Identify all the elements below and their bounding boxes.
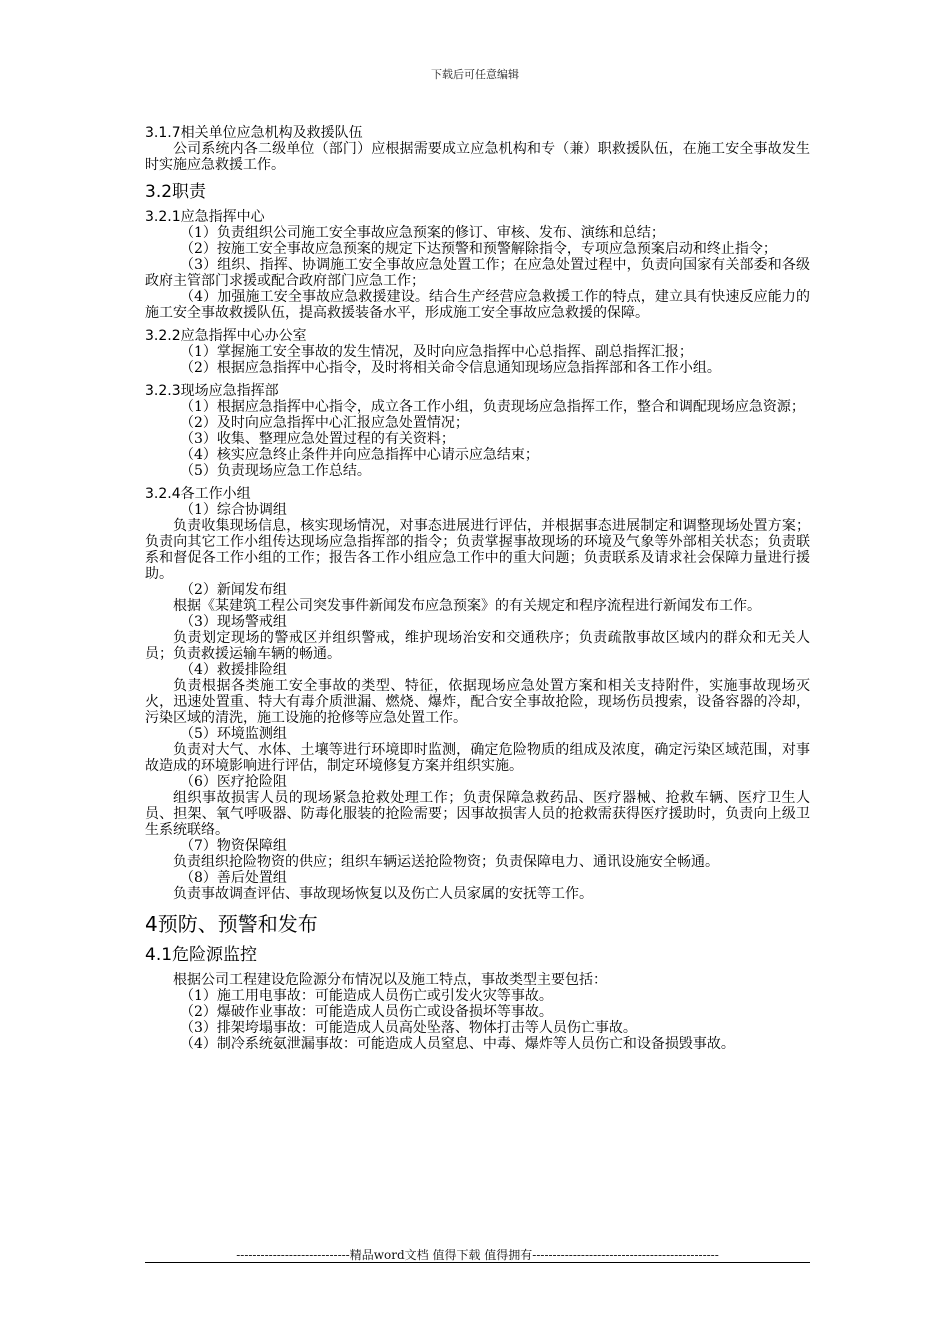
list-item: （4）救援排险组 xyxy=(180,662,287,678)
page-footer: ----------------------------精品word文档 值得下载 值得拥有---------------------------------------------- xyxy=(236,1248,719,1262)
list-item: （8）善后处置组 xyxy=(180,870,287,886)
subsubsection-heading: 3.2.4各工作小组 xyxy=(145,486,251,502)
list-item: （3）排架垮塌事故：可能造成人员高处坠落、物体打击等人员伤亡事故。 xyxy=(180,1020,637,1036)
paragraph: 根据《某建筑工程公司突发事件新闻发布应急预案》的有关规定和程序流程进行新闻发布工作。 xyxy=(173,598,761,614)
list-item: （2）及时向应急指挥中心汇报应急处置情况； xyxy=(180,415,469,431)
list-item: （2）爆破作业事故：可能造成人员伤亡或设备损坏等事故。 xyxy=(180,1004,553,1020)
subsection-heading: 3.2职责 xyxy=(145,182,207,202)
list-item: （1）综合协调组 xyxy=(180,502,287,518)
list-item: （2）新闻发布组 xyxy=(180,582,287,598)
paragraph: 负责划定现场的警戒区并组织警戒，维护现场治安和交通秩序；负责疏散事故区域内的群众和无关人员；负责救援运输车辆的畅通。 xyxy=(145,630,810,662)
list-item: （2）根据应急指挥中心指令，及时将相关命令信息通知现场应急指挥部和各工作小组。 xyxy=(180,360,721,376)
subsubsection-heading: 3.2.2应急指挥中心办公室 xyxy=(145,328,307,344)
list-item: （2）按施工安全事故应急预案的规定下达预警和预警解除指令，专项应急预案启动和终止指令； xyxy=(180,241,777,257)
subsection-heading: 4.1危险源监控 xyxy=(145,945,258,965)
paragraph: 负责根据各类施工安全事故的类型、特征，依据现场应急处置方案和相关支持附件，实施事故现场灭火，迅速处置重、特大有毒介质泄漏、燃烧、爆炸，配合安全事故抢险，现场伤员搜索，设备容器的冷却，污染区域的清洗，施工设施的抢修等应急处置工作。 xyxy=(145,678,810,726)
paragraph: 负责事故调查评估、事故现场恢复以及伤亡人员家属的安抚等工作。 xyxy=(173,886,593,902)
list-item: （1）负责组织公司施工安全事故应急预案的修订、审核、发布、演练和总结； xyxy=(180,225,665,241)
list-item: （4）制冷系统氨泄漏事故：可能造成人员窒息、中毒、爆炸等人员伤亡和设备损毁事故。 xyxy=(180,1036,735,1052)
list-item: （5）环境监测组 xyxy=(180,726,287,742)
list-item: （7）物资保障组 xyxy=(180,838,287,854)
list-item: （5）负责现场应急工作总结。 xyxy=(180,463,371,479)
page-header: 下载后可任意编辑 xyxy=(431,68,519,81)
list-item: （1）施工用电事故：可能造成人员伤亡或引发火灾等事故。 xyxy=(180,988,553,1004)
section-heading: 4预防、预警和发布 xyxy=(145,912,318,936)
list-item: （3）收集、整理应急处置过程的有关资料； xyxy=(180,431,455,447)
list-item: （4）核实应急终止条件并向应急指挥中心请示应急结束； xyxy=(180,447,539,463)
list-item: （3）组织、指挥、协调施工安全事故应急处置工作；在应急处置过程中，负责向国家有关部委和各级政府主管部门求援或配合政府部门应急工作； xyxy=(145,257,810,289)
list-item: （6）医疗抢险阻 xyxy=(180,774,287,790)
list-item: （3）现场警戒组 xyxy=(180,614,287,630)
subsubsection-heading: 3.1.7相关单位应急机构及救援队伍 xyxy=(145,125,363,141)
list-item: （1）根据应急指挥中心指令，成立各工作小组，负责现场应急指挥工作，整合和调配现场应急资源； xyxy=(180,399,805,415)
paragraph: 负责对大气、水体、土壤等进行环境即时监测，确定危险物质的组成及浓度，确定污染区域范围，对事故造成的环境影响进行评估，制定环境修复方案并组织实施。 xyxy=(145,742,810,774)
list-item: （4）加强施工安全事故应急救援建设。结合生产经营应急救援工作的特点，建立具有快速反应能力的施工安全事故救援队伍，提高救援装备水平，形成施工安全事故应急救援的保障。 xyxy=(145,289,810,321)
subsubsection-heading: 3.2.3现场应急指挥部 xyxy=(145,383,279,399)
list-item: （1）掌握施工安全事故的发生情况，及时向应急指挥中心总指挥、副总指挥汇报； xyxy=(180,344,693,360)
footer-rule xyxy=(145,1262,810,1263)
subsubsection-heading: 3.2.1应急指挥中心 xyxy=(145,209,265,225)
paragraph: 根据公司工程建设危险源分布情况以及施工特点，事故类型主要包括： xyxy=(173,972,607,988)
paragraph: 负责收集现场信息，核实现场情况，对事态进展进行评估，并根据事态进展制定和调整现场处置方案；负责向其它工作小组传达现场应急指挥部的指令；负责掌握事故现场的环境及气象等外部相关状态；负责联系和督促各工作小组的工作；报告各工作小组应急工作中的重大问题；负责联系及请求社会保障力量进行援助。 xyxy=(145,518,810,582)
paragraph: 组织事故损害人员的现场紧急抢救处理工作；负责保障急救药品、医疗器械、抢救车辆、医疗卫生人员、担架、氧气呼吸器、防毒化服装的抢险需要；因事故损害人员的抢救需获得医疗援助时，负责向上级卫生系统联络。 xyxy=(145,790,810,838)
document-body xyxy=(145,125,810,1052)
paragraph: 公司系统内各二级单位（部门）应根据需要成立应急机构和专（兼）职救援队伍，在施工安全事故发生时实施应急救援工作。 xyxy=(145,141,810,173)
paragraph: 负责组织抢险物资的供应；组织车辆运送抢险物资；负责保障电力、通讯设施安全畅通。 xyxy=(173,854,719,870)
